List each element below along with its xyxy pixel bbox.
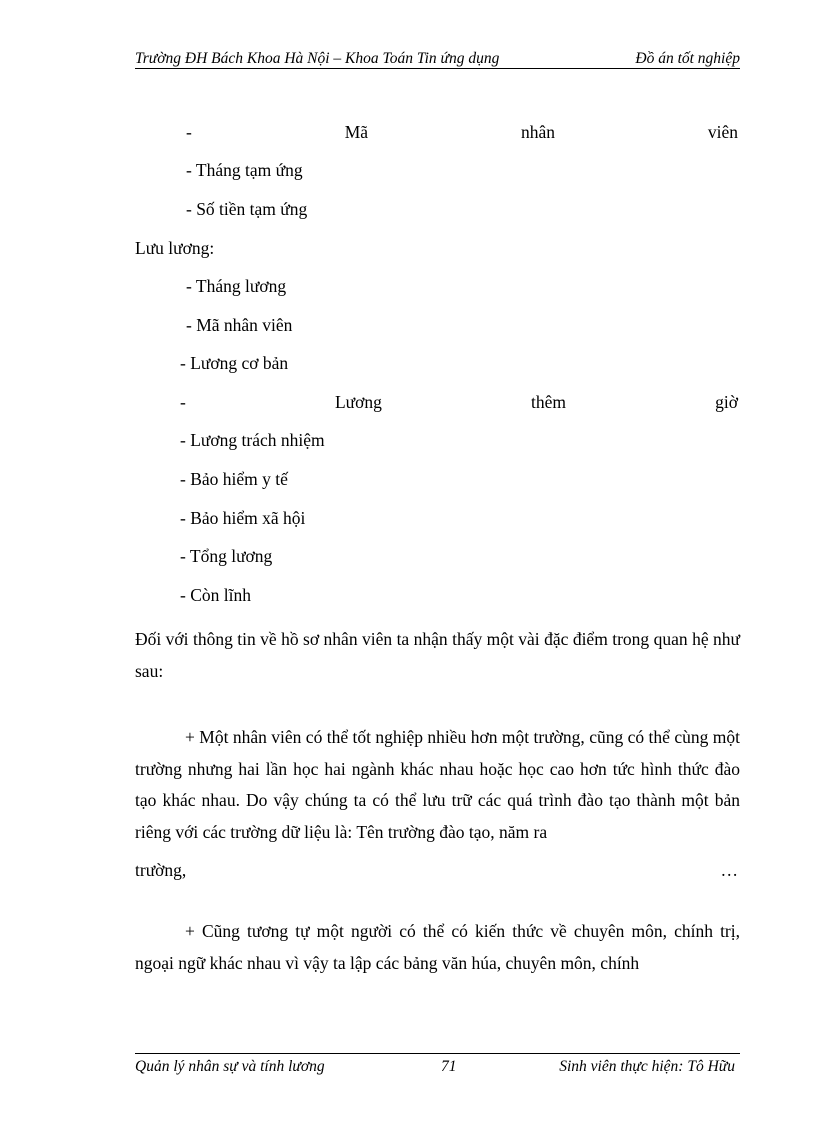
word: Lương <box>334 392 382 412</box>
paragraph-training-last-line <box>135 859 738 881</box>
paragraph-knowledge: + Cũng tương tự một người có thể có kiến thức về chuyên môn, chính trị, ngoại ngữ khác nhau vì vậy ta lập các bảng văn húa, chuyên môn, chính <box>135 921 740 973</box>
word: - <box>180 392 186 412</box>
list-item: - Mã nhân viên <box>186 315 293 335</box>
list-item: - Số tiền tạm ứng <box>186 199 308 219</box>
paragraph-training: + Một nhân viên có thể tốt nghiệp nhiều hơn một trường, cũng có thể cùng một trường nhưng hai lần học hai ngành khác nhau hoặc học cao hơn tức hình thức đào tạo khác nhau. Do vậy chúng ta có thể lưu trữ các quá trình đào tạo thành một bản riêng với các trường dữ liệu là: Tên trường đào tạo, năm ra <box>135 727 740 842</box>
footer-title: Quản lý nhân sự và tính lương <box>135 1058 325 1075</box>
list-item: - Lương trách nhiệm <box>180 430 325 450</box>
word: nhân <box>520 122 555 142</box>
word: viên <box>707 122 738 142</box>
word: - <box>186 122 192 142</box>
list-item: - Bảo hiểm y tế <box>180 469 288 489</box>
page-header <box>135 48 740 69</box>
list-item-luong-them-gio <box>180 391 738 413</box>
list-item: - Lương cơ bản <box>180 353 289 373</box>
paragraph-intro: Đối với thông tin về hồ sơ nhân viên ta nhận thấy một vài đặc điểm trong quan hệ như sau: <box>135 629 740 681</box>
word: Mã <box>344 122 369 142</box>
header-school: Trường ĐH Bách Khoa Hà Nội – Khoa Toán Tin ứng dụng <box>135 50 500 67</box>
page-footer <box>135 1053 740 1078</box>
list-item: - Tháng lương <box>186 276 287 296</box>
list-item: - Bảo hiểm xã hội <box>180 508 306 528</box>
section-title: Lưu lương: <box>135 238 215 258</box>
word: trường, <box>135 860 187 880</box>
list-item: - Tổng lương <box>180 546 273 566</box>
header-doc-type: Đồ án tốt nghiệp <box>635 50 740 67</box>
word: thêm <box>530 392 566 412</box>
list-item: - Tháng tạm ứng <box>186 160 303 180</box>
page-number: 71 <box>441 1058 457 1075</box>
footer-author: Sinh viên thực hiện: Tô Hữu <box>559 1058 735 1075</box>
list-item-ma-nhan-vien <box>186 121 738 143</box>
ellipsis: … <box>720 860 738 880</box>
word: giờ <box>715 392 738 412</box>
list-item: - Còn lĩnh <box>180 585 251 605</box>
